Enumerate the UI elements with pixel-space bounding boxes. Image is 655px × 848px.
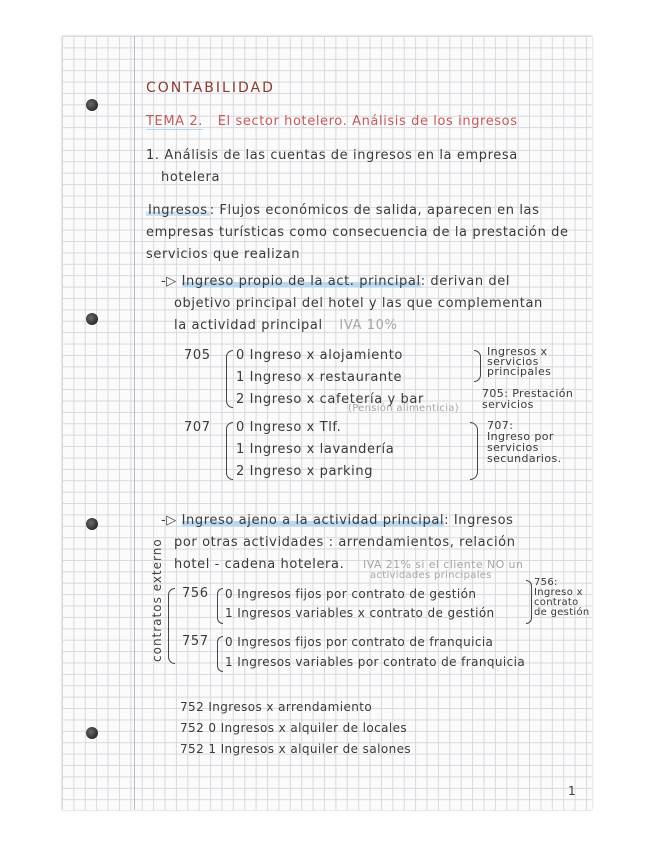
right-brace [526, 580, 532, 624]
left-brace [217, 588, 223, 624]
page-title: CONTABILIDAD [146, 80, 275, 96]
account-note: (Pensión alimenticia) [348, 403, 459, 414]
side-note [487, 420, 562, 464]
side-note-line: 707: [487, 419, 514, 432]
binder-hole [86, 727, 98, 739]
ajeno-text: : Ingresos [444, 513, 514, 528]
propio-text-3: la actividad principal [174, 318, 323, 333]
side-note-line: 756: [534, 577, 558, 588]
binder-hole [86, 518, 98, 530]
account-row: 0 Ingreso x alojamiento [236, 348, 403, 363]
ajeno-line [161, 513, 514, 528]
propio-line [161, 274, 510, 289]
side-note-line: Ingresos x [487, 345, 548, 358]
account-row: 752 1 Ingresos x alquiler de salones [180, 742, 412, 756]
page-number: 1 [568, 784, 577, 798]
side-note-line: servicios [482, 398, 534, 411]
account-row: 1 Ingreso x restaurante [236, 370, 403, 385]
iva-note: IVA 21% si el cliente NO un [363, 558, 524, 571]
definition-term: Ingresos [148, 203, 208, 218]
arrow-icon: -▷ [161, 274, 177, 289]
side-note-line: servicios [487, 355, 539, 368]
margin-line [134, 36, 135, 810]
left-brace [217, 636, 223, 672]
right-brace [474, 350, 481, 382]
binder-hole [86, 99, 98, 111]
tema-label: TEMA 2. [146, 114, 203, 129]
right-brace [470, 422, 478, 480]
account-row: 1 Ingresos variables x contrato de gestión [225, 606, 495, 620]
ajeno-text-3: hotel - cadena hotelera. [174, 557, 345, 572]
side-note [487, 347, 551, 377]
side-note [534, 578, 590, 618]
definition-line [146, 203, 539, 218]
iva-note-cont: actividades principales [370, 570, 492, 581]
vertical-label: contratos externo [150, 538, 164, 662]
account-code: 757 [182, 634, 209, 649]
propio-text: : derivan del [420, 274, 511, 289]
side-note-line: 705: Prestación [482, 387, 574, 400]
arrow-icon: -▷ [161, 513, 177, 528]
tema-heading [146, 114, 518, 129]
side-note-line: Ingreso por [487, 430, 554, 443]
ajeno-term: Ingreso ajeno a la actividad principal [181, 513, 445, 528]
propio-line-3 [174, 318, 397, 333]
left-brace [168, 588, 175, 664]
account-row: 2 Ingreso x cafetería y bar [236, 392, 424, 407]
account-code: 707 [184, 420, 211, 435]
side-note-line: de gestión [534, 607, 590, 618]
account-code: 705 [184, 348, 211, 363]
side-note-line: servicios [487, 441, 539, 454]
ajeno-line-2: por otras actividades : arrendamientos, relación [174, 535, 516, 550]
side-note-line: secundarios. [487, 452, 562, 465]
definition-line-2: empresas turísticas como consecuencia de la prestación de [146, 225, 569, 240]
left-brace [226, 350, 233, 408]
definition-line-3: servicios que realizan [146, 247, 301, 262]
account-row: 1 Ingreso x lavandería [236, 442, 395, 457]
account-row: 752 Ingresos x arrendamiento [180, 700, 373, 714]
account-row: 2 Ingreso x parking [236, 464, 374, 479]
account-row: 0 Ingreso x Tlf. [236, 420, 342, 435]
propio-term: Ingreso propio de la act. principal [181, 274, 421, 289]
account-row: 0 Ingresos fijos por contrato de gestión [225, 587, 477, 601]
account-row: 752 0 Ingresos x alquiler de locales [180, 721, 408, 735]
side-note-line: principales [487, 365, 552, 378]
section-heading: 1. Análisis de las cuentas de ingresos en la empresa [146, 148, 518, 163]
side-note [482, 388, 573, 410]
side-note-line: Ingreso x [534, 587, 583, 598]
account-row: 1 Ingresos variables por contrato de franquicia [225, 655, 526, 669]
section-heading-cont: hotelera [161, 170, 221, 185]
account-row: 0 Ingresos fijos por contrato de franquicia [225, 635, 494, 649]
propio-line-2: objetivo principal del hotel y las que complementan [174, 296, 543, 311]
account-code: 756 [182, 586, 209, 601]
binder-hole [86, 313, 98, 325]
tema-text: El sector hotelero. Análisis de los ingresos [217, 114, 518, 129]
definition-text: : Flujos económicos de salida, aparecen en las [209, 203, 540, 218]
iva-note: IVA 10% [339, 318, 398, 333]
left-brace [226, 422, 233, 480]
side-note-line: contrato [534, 597, 579, 608]
